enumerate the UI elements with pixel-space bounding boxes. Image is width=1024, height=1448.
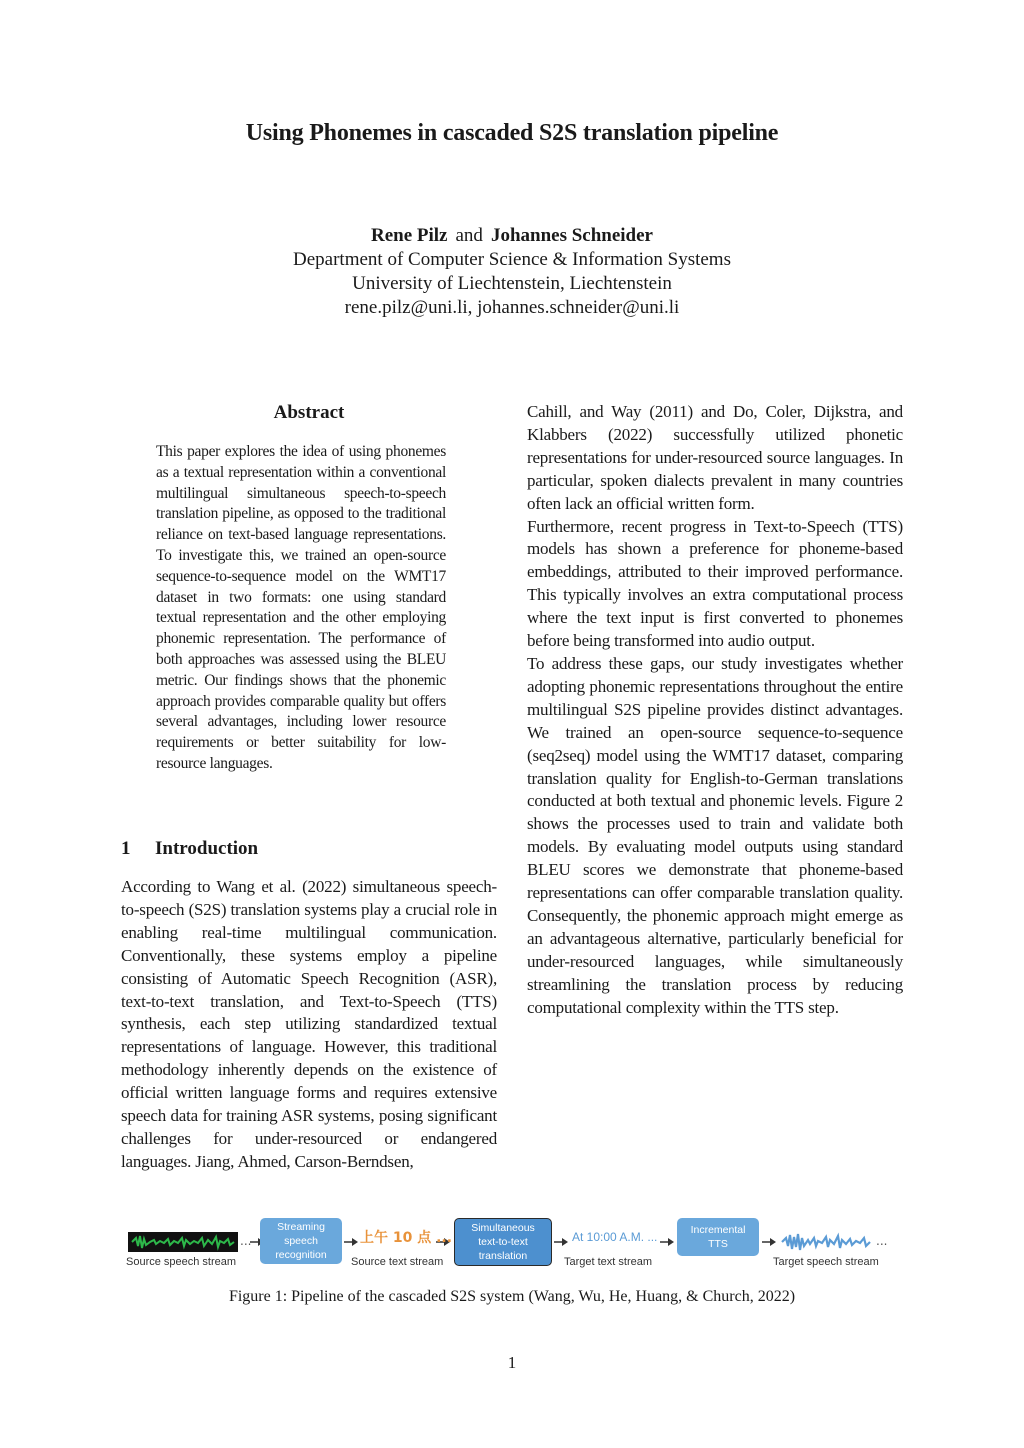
author-emails: rene.pilz@uni.li, johannes.schneider@uni.li: [344, 297, 680, 318]
intro-paragraph: To address these gaps, our study investigates whether adopting phonemic representations throughout the entire multilingual S2S pipeline provides distinct advantages. We trained an open-source sequence-to-sequence (seq2seq) model using the WMT17 dataset, comparing translation quality for English-to-German translations conducted at both textual and phonemic levels. Figure 2 shows the processes used to train and validate both models. By evaluating model outputs using standard BLEU scores we demonstrate that phoneme-based representations can offer comparable translation quality. Consequently, the phonemic approach might emerge as an advantageous alternative, particularly beneficial for under-resourced languages, while simultaneously streamlining the translation process by reducing computational complexity within the TTS step.: [527, 653, 903, 1017]
box-label-line: Incremental: [690, 1224, 746, 1236]
figure-caption: Figure 1: Pipeline of the cascaded S2S system (Wang, Wu, He, Huang, & Church, 2022): [228, 1288, 796, 1305]
intro-paragraph-left: According to Wang et al. (2022) simultaneous speech-to-speech (S2S) translation systems play a crucial role in enabling real-time multilingual communication. Conventionally, these systems employ a pipeline consisting of Automatic Speech Recognition (ASR), text-to-text translation, and Text-to-Speech (TTS) synthesis, each step utilizing standardized textual representations of language. However, this traditional methodology inherently depends on the existence of official written language forms and requires extensive speech data for training ASR systems, posing significant challenges for under-resourced or endangered languages. Jiang, Ahmed, Carson-Berndsen,: [121, 877, 497, 1171]
streaming-speech-recognition-box: [260, 1218, 342, 1264]
intro-paragraph: Cahill, and Way (2011) and Do, Coler, Dijkstra, and Klabbers (2022) successfully utilized phonetic representations for under-resourced source languages. In particular, spoken dialects prevalent in many countries often lack an official written form.: [527, 402, 903, 513]
box-label-line: Streaming: [277, 1221, 325, 1233]
ellipsis: ...: [876, 1234, 888, 1248]
author-conjunction: and: [455, 225, 483, 246]
source-speech-label: Source speech stream: [126, 1256, 237, 1268]
incremental-tts-box: [677, 1218, 759, 1256]
author-block: [0, 224, 1024, 320]
simultaneous-translation-box: [454, 1218, 552, 1266]
box-label-line: speech: [284, 1235, 318, 1247]
target-waveform: [782, 1234, 870, 1250]
pipeline-figure: [120, 1214, 900, 1276]
university: University of Liechtenstein, Liechtenstein: [352, 273, 672, 294]
source-text-label: Source text stream: [351, 1256, 444, 1268]
box-label-line: TTS: [708, 1238, 728, 1250]
abstract-heading: Abstract: [273, 402, 345, 423]
author-name: Johannes Schneider: [490, 225, 653, 246]
section-heading-introduction: [121, 838, 258, 860]
box-label-line: translation: [478, 1250, 528, 1262]
ellipsis: ...: [240, 1234, 252, 1248]
arrow-head: [562, 1238, 568, 1246]
author-line: [0, 224, 1024, 248]
department: Department of Computer Science & Information Systems: [293, 249, 731, 270]
arrow-head: [770, 1238, 776, 1246]
target-text-sample: At 10:00 A.M. ...: [572, 1230, 658, 1244]
section-number: 1: [121, 838, 131, 859]
source-text-sample: 上午 10 点 ...: [360, 1230, 453, 1246]
paper-title: Using Phonemes in cascaded S2S translation pipeline: [245, 120, 779, 146]
author-name: Rene Pilz: [370, 225, 448, 246]
box-label-line: text-to-text: [478, 1236, 528, 1248]
box-label-line: recognition: [275, 1249, 327, 1261]
abstract-text: This paper explores the idea of using phonemes as a textual representation within a conventional multilingual simultaneous speech-to-speech translation pipeline, as opposed to the traditional reliance on text-based language representations. To investigate this, we trained an open-source sequence-to-sequence model on the WMT17 dataset in two formats: one using standard textual representation and the other employing phonemic representation. The performance of both approaches was assessed using the BLEU metric. Our findings shows that the phonemic approach provides comparable quality but offers several advantages, including lower resource requirements or better suitability for low-resource languages.: [156, 443, 446, 772]
box-label-line: Simultaneous: [471, 1222, 535, 1234]
right-column: [527, 401, 903, 1019]
target-text-label: Target text stream: [564, 1256, 653, 1268]
arrow-head: [668, 1238, 674, 1246]
section-title: Introduction: [155, 838, 259, 859]
target-speech-label: Target speech stream: [773, 1256, 879, 1268]
intro-paragraph: Furthermore, recent progress in Text-to-Speech (TTS) models has shown a preference for phoneme-based embeddings, attributed to their improved performance. This typically involves an extra computational process where the text input is first converted to phonemes before being transformed into audio output.: [527, 516, 903, 651]
page-number: 1: [507, 1353, 517, 1372]
arrow-head: [352, 1238, 358, 1246]
